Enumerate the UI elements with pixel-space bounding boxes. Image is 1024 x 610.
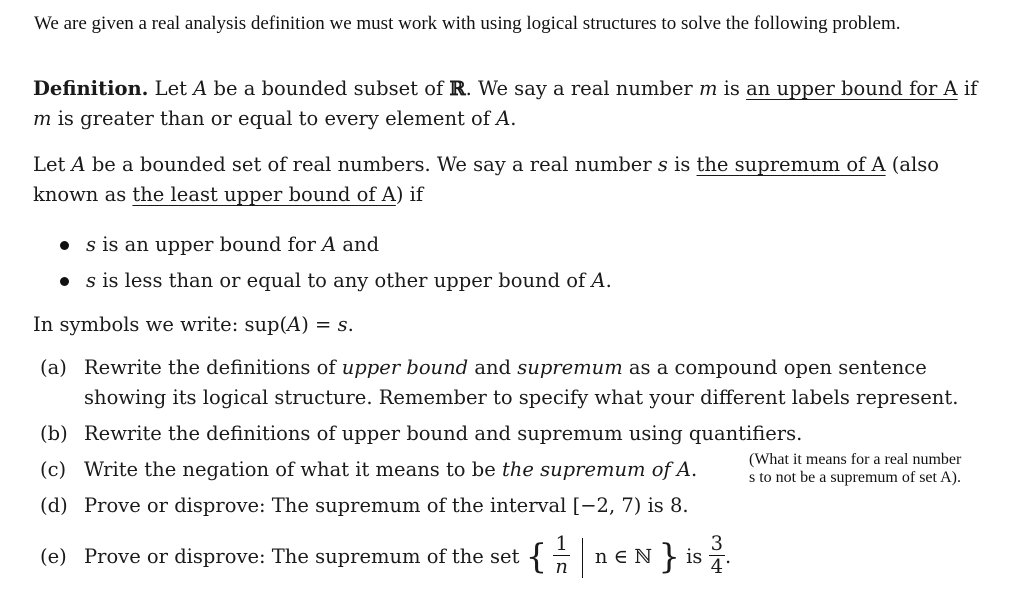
definition-text: if [957,77,978,100]
list-item [60,227,612,263]
side-note [749,451,961,487]
var-s: s [86,233,97,256]
var-a: A [496,107,511,130]
bullet-text: . [605,269,612,292]
bullet-list [60,227,612,299]
supremum-term: the supremum of A [696,153,886,176]
answer-fraction [709,533,725,578]
definition-text: Let [154,77,194,100]
left-brace: { [525,537,548,577]
part-text: Rewrite the definitions of [84,356,342,379]
bullet-text: and [336,233,380,256]
var-a: A [287,313,302,336]
set-condition: n ∈ ℕ [594,545,653,568]
var-a: A [322,233,337,256]
fraction-numerator: 1 [555,532,568,555]
side-note-line: (What it means for a real number [749,451,962,468]
set-fraction [553,533,569,578]
definition-text: . We say a real number [465,77,699,100]
part-label: (b) [40,422,68,445]
var-m: m [698,77,718,100]
bullet-text: is an upper bound for [96,233,323,256]
upper-bound-term: an upper bound for A [746,77,958,100]
least-upper-bound-term: the least upper bound of A [132,183,396,206]
definition-text: be a bounded subset of [207,77,450,100]
definition-paragraph [33,74,993,134]
right-brace: } [658,537,680,577]
definition-text: is [717,77,747,100]
symbols-line [33,310,993,340]
part-text: Rewrite the definitions of upper bound and supremum using quantifiers. [84,422,803,445]
var-s: s [657,153,668,176]
part-a [40,356,927,379]
supremum-text: (also known as [33,153,939,206]
fraction-denominator: 4 [710,555,724,578]
definition-text: is greater than or equal to every element of [51,107,497,130]
var-s: s [337,313,348,336]
part-b [40,422,802,445]
symbols-text: In symbols we write: sup( [33,313,288,336]
part-label: (a) [40,356,67,379]
supremum-text: Let [33,153,72,176]
reals-symbol: ℝ [449,77,466,100]
fraction-numerator: 3 [710,532,724,555]
part-emphasis: upper bound [341,356,469,379]
intro-text: We are given a real analysis definition we must work with using logical structures to solve the following problem. [34,13,901,34]
symbols-text: ) = [301,313,338,336]
var-a: A [591,269,606,292]
var-a: A [193,77,208,100]
part-text: . [725,545,732,568]
part-e [40,532,731,580]
part-a-line2: showing its logical structure. Remember to specify what your different labels represent. [84,386,959,409]
fraction-denominator: n [555,555,568,578]
supremum-text: is [667,153,697,176]
part-emphasis: supremum [517,356,623,379]
var-m: m [33,107,52,130]
part-text: is [679,545,709,568]
list-item [60,263,612,299]
part-c [40,458,697,481]
supremum-text: be a bounded set of real numbers. We say a real number [85,153,658,176]
supremum-text: ) if [395,183,424,206]
part-label: (d) [40,494,68,517]
part-label: (e) [40,545,67,568]
set-builder-bar [582,538,583,578]
bullet-text: is less than or equal to any other upper bound of [96,269,592,292]
definition-heading: Definition. [33,77,149,100]
part-text: . [691,458,698,481]
part-text: and [468,356,518,379]
part-text: as a compound open sentence [622,356,927,379]
supremum-paragraph [33,150,993,210]
part-text: Prove or disprove: The supremum of the interval [−2, 7) is 8. [84,494,689,517]
part-label: (c) [40,458,67,481]
part-text: Write the negation of what it means to be [84,458,502,481]
definition-text: . [510,107,517,130]
part-text: Prove or disprove: The supremum of the set [84,545,526,568]
var-a: A [71,153,86,176]
part-emphasis: the supremum of A [501,458,691,481]
side-note-line: s to not be a supremum of set A). [749,469,961,486]
part-d [40,494,689,517]
var-s: s [86,269,97,292]
symbols-text: . [347,313,354,336]
